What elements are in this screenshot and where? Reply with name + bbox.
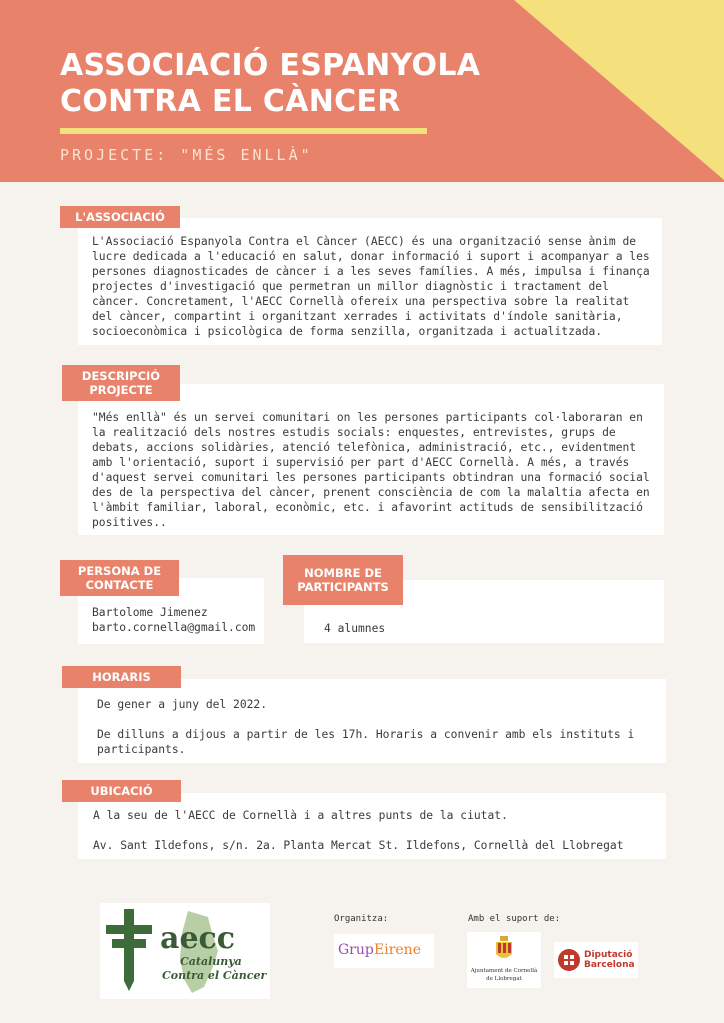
diputacio-emblem-icon <box>558 949 580 971</box>
diputacio-line-2: Barcelona <box>584 960 635 970</box>
grup-eirene-text-2: Eirene <box>374 942 421 958</box>
aecc-logo <box>100 903 270 999</box>
ajuntament-text <box>467 967 541 983</box>
horaris-tag: HORARIS <box>62 666 181 688</box>
header-triangle-decoration <box>514 0 724 180</box>
participants-tag-line-2: PARTICIPANTS <box>297 580 389 594</box>
associacio-text: L'Associació Espanyola Contra el Càncer (AECC) és una organització sense ànim de lucre dedicada a l'educació en salut, donar informació i suport i acompanyar a les persones diagnosticades de càncer i a les seves famílies. A més, impulsa i finança projectes d'investigació que permetran un millor diagnòstic i tractament del càncer. Concretament, l'AECC Cornellà ofereix una perspectiva sobre la realitat del càncer, compartint i organitzant xerrades i activitats d'índole sanitària, socioeconòmica i psicològica de forma senzilla, organitzada i actualitzada. <box>92 235 650 338</box>
ajuntament-shield-icon <box>467 932 541 966</box>
diputacio-line-1: Diputació <box>584 950 633 960</box>
page-title <box>60 48 480 120</box>
aecc-logo-text: aecc <box>160 921 236 956</box>
contacte-tag-line-2: CONTACTE <box>85 578 154 592</box>
participants-value: 4 alumnes <box>324 622 386 635</box>
ajuntament-cornella-logo <box>467 932 541 988</box>
horaris-line-1: De gener a juny del 2022. <box>97 698 268 711</box>
title-line-2: CONTRA EL CÀNCER <box>60 84 401 119</box>
ubicacio-tag: UBICACIÓ <box>62 780 181 802</box>
diputacio-text <box>584 950 635 970</box>
diputacio-barcelona-logo <box>554 942 638 978</box>
descripcio-tag-line-1: DESCRIPCIÓ <box>81 369 161 383</box>
grup-eirene-logo <box>334 934 434 968</box>
ubicacio-line-1: A la seu de l'AECC de Cornellà i a altres punts de la ciutat. <box>93 809 508 822</box>
contact-name: Bartolome Jimenez <box>92 606 208 619</box>
title-underline <box>60 128 427 134</box>
contact-email[interactable]: barto.cornella@gmail.com <box>92 621 256 634</box>
participants-tag <box>283 555 403 605</box>
title-line-1: ASSOCIACIÓ ESPANYOLA <box>60 48 481 83</box>
suport-label: Amb el suport de: <box>468 914 561 924</box>
descripcio-text: "Més enllà" és un servei comunitari on les persones participants col·laboraran en la realització dels nostres estudis socials: enquestes, entrevistes, grups de debats, accions solidàries, atenció telefònica, administració, etc., evidentment amb l'orientació, suport i supervisió per part d'AECC Cornellà. A més, a través d'aquest servei comunitari les persones participants obtindran una formació social des de la perspectiva del càncer, prenent consciència de com la malaltia afecta en l'àmbit familiar, laboral, econòmic, etc. i afavorint actituds de sensibilització positives.. <box>92 411 650 529</box>
descripcio-tag <box>62 365 180 401</box>
organitza-label: Organitza: <box>334 914 389 924</box>
grup-eirene-text-1: Grup <box>338 942 374 958</box>
header-banner <box>0 0 724 182</box>
contacte-tag-line-1: PERSONA DE <box>77 564 162 578</box>
participants-tag-line-1: NOMBRE DE <box>304 566 382 580</box>
associacio-tag: L'ASSOCIACIÓ <box>60 206 180 228</box>
contacte-text <box>92 605 264 635</box>
aecc-logo-sub2: Contra el Càncer <box>162 969 267 982</box>
descripcio-tag-line-2: PROJECTE <box>89 383 153 397</box>
ubicacio-line-2: Av. Sant Ildefons, s/n. 2a. Planta Mercat St. Ildefons, Cornellà del Llobregat <box>93 839 624 852</box>
horaris-line-2: De dilluns a dijous a partir de les 17h. Horaris a convenir amb els instituts i participants. <box>97 728 635 756</box>
contacte-tag <box>60 560 179 596</box>
ajuntament-line-2: de Llobregat <box>486 976 522 982</box>
ajuntament-line-1: Ajuntament de Cornellà <box>470 968 538 974</box>
horaris-text <box>97 697 657 757</box>
ubicacio-text <box>93 808 658 853</box>
page-subtitle: PROJECTE: "MÉS ENLLÀ" <box>60 146 313 164</box>
aecc-logo-sub1: Catalunya <box>180 955 242 968</box>
